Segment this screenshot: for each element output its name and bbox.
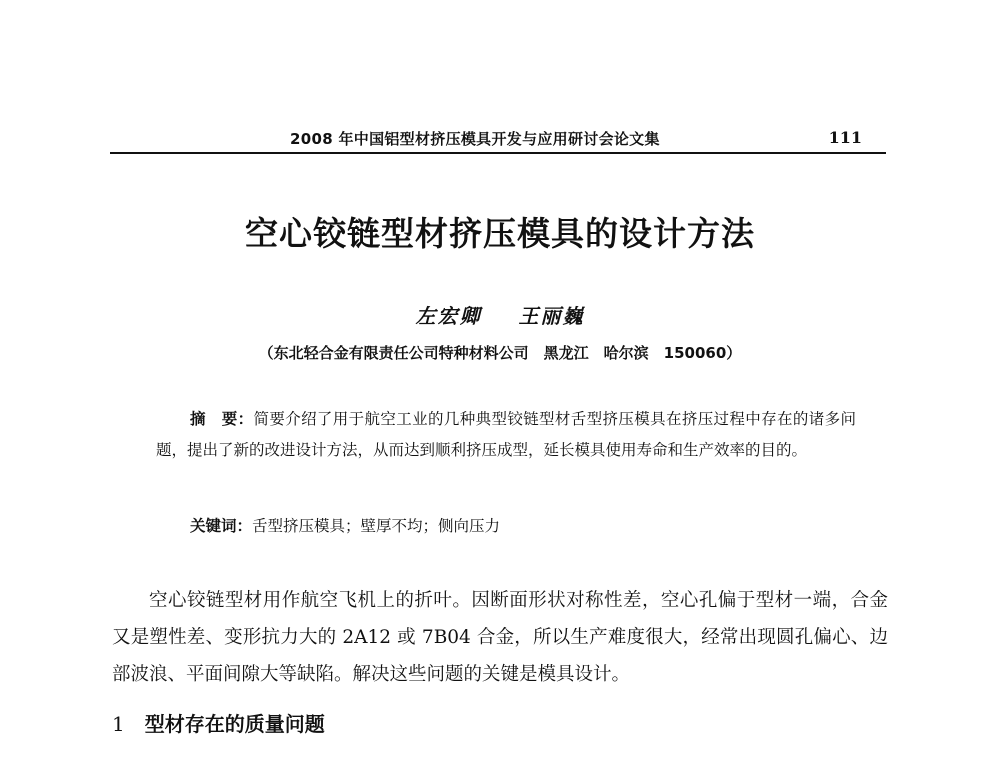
affiliation: （东北轻合金有限责任公司特种材料公司 黑龙江 哈尔滨 150060） xyxy=(258,344,742,362)
abstract-label: 摘 要： xyxy=(190,410,254,428)
page-number: 111 xyxy=(828,128,862,147)
article-title: 空心铰链型材挤压模具的设计方法 xyxy=(245,214,755,253)
proceedings-title: 2008 年中国铝型材挤压模具开发与应用研讨会论文集 xyxy=(290,130,660,148)
body-paragraph: 空心铰链型材用作航空飞机上的折叶。因断面形状对称性差，空心孔偏于型材一端，合金又是塑性差、变形抗力大的 2A12 或 7B04 合金，所以生产难度很大，经常出现圆孔偏心、边部波浪、平面间隙大等缺陷。解决这些问题的关键是模具设计。 xyxy=(112,590,888,685)
header-rule xyxy=(110,152,886,154)
abstract-text: 简要介绍了用于航空工业的几种典型铰链型材舌型挤压模具在挤压过程中存在的诸多问题，提出了新的改进设计方法，从而达到顺利挤压成型，延长模具使用寿命和生产效率的目的。 xyxy=(156,410,856,459)
abstract xyxy=(156,404,856,466)
section-number: 1 xyxy=(112,712,125,736)
keywords-label: 关键词： xyxy=(190,517,253,535)
author-list xyxy=(0,300,1000,329)
section-title: 型材存在的质量问题 xyxy=(144,712,325,736)
keywords-text: 舌型挤压模具；壁厚不均；侧向压力 xyxy=(252,517,501,535)
keywords xyxy=(190,514,500,536)
author-name: 左宏卿 xyxy=(415,304,482,328)
section-heading xyxy=(112,708,325,737)
running-header xyxy=(110,126,886,154)
author-name: 王丽巍 xyxy=(518,304,585,328)
